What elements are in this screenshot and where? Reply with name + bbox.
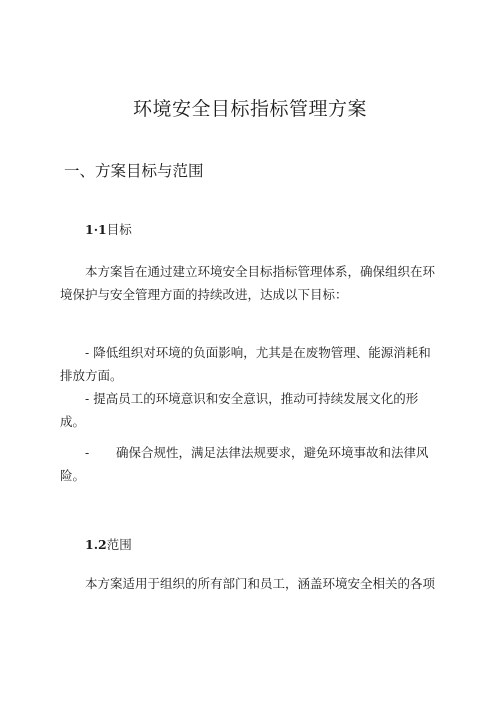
objectives-intro-paragraph [60, 260, 450, 306]
paragraph-line: 本方案旨在通过建立环境安全目标指标管理体系，确保组织在环 [85, 264, 436, 279]
bullet-line: - 降低组织对环境的负面影响，尤其是在废物管理、能源消耗和 [85, 345, 431, 360]
scope-paragraph [60, 572, 450, 595]
paragraph-line: 本方案适用于组织的所有部门和员工，涵盖环境安全相关的各项 [85, 576, 436, 591]
bullet-line: 成。 [60, 414, 86, 429]
subsection-label: 目标 [106, 222, 132, 237]
bullet-line: - 提高员工的环境意识和安全意识，推动可持续发展文化的形 [85, 391, 419, 406]
section-heading-objectives-scope: 一、方案目标与范围 [64, 162, 204, 180]
subsection-heading-scope [85, 536, 132, 554]
bullet-dash: - [85, 445, 90, 460]
subsection-number: 1·1 [85, 222, 107, 237]
bullet-text: 确保合规性，满足法律法规要求，避免环境事故和法律风 [116, 445, 429, 460]
objective-bullet-2 [60, 387, 450, 433]
subsection-heading-objectives [85, 221, 132, 239]
document-title: 环境安全目标指标管理方案 [132, 98, 367, 120]
bullet-line: 险。 [60, 468, 86, 483]
bullet-line: 排放方面。 [60, 368, 123, 383]
paragraph-line: 境保护与安全管理方面的持续改进，达成以下目标： [60, 287, 348, 302]
bullet-line [60, 441, 450, 464]
objective-bullet-1 [60, 341, 450, 387]
subsection-label: 范围 [106, 537, 132, 552]
subsection-number: 1.2 [85, 537, 107, 552]
objective-bullet-3 [60, 441, 450, 487]
